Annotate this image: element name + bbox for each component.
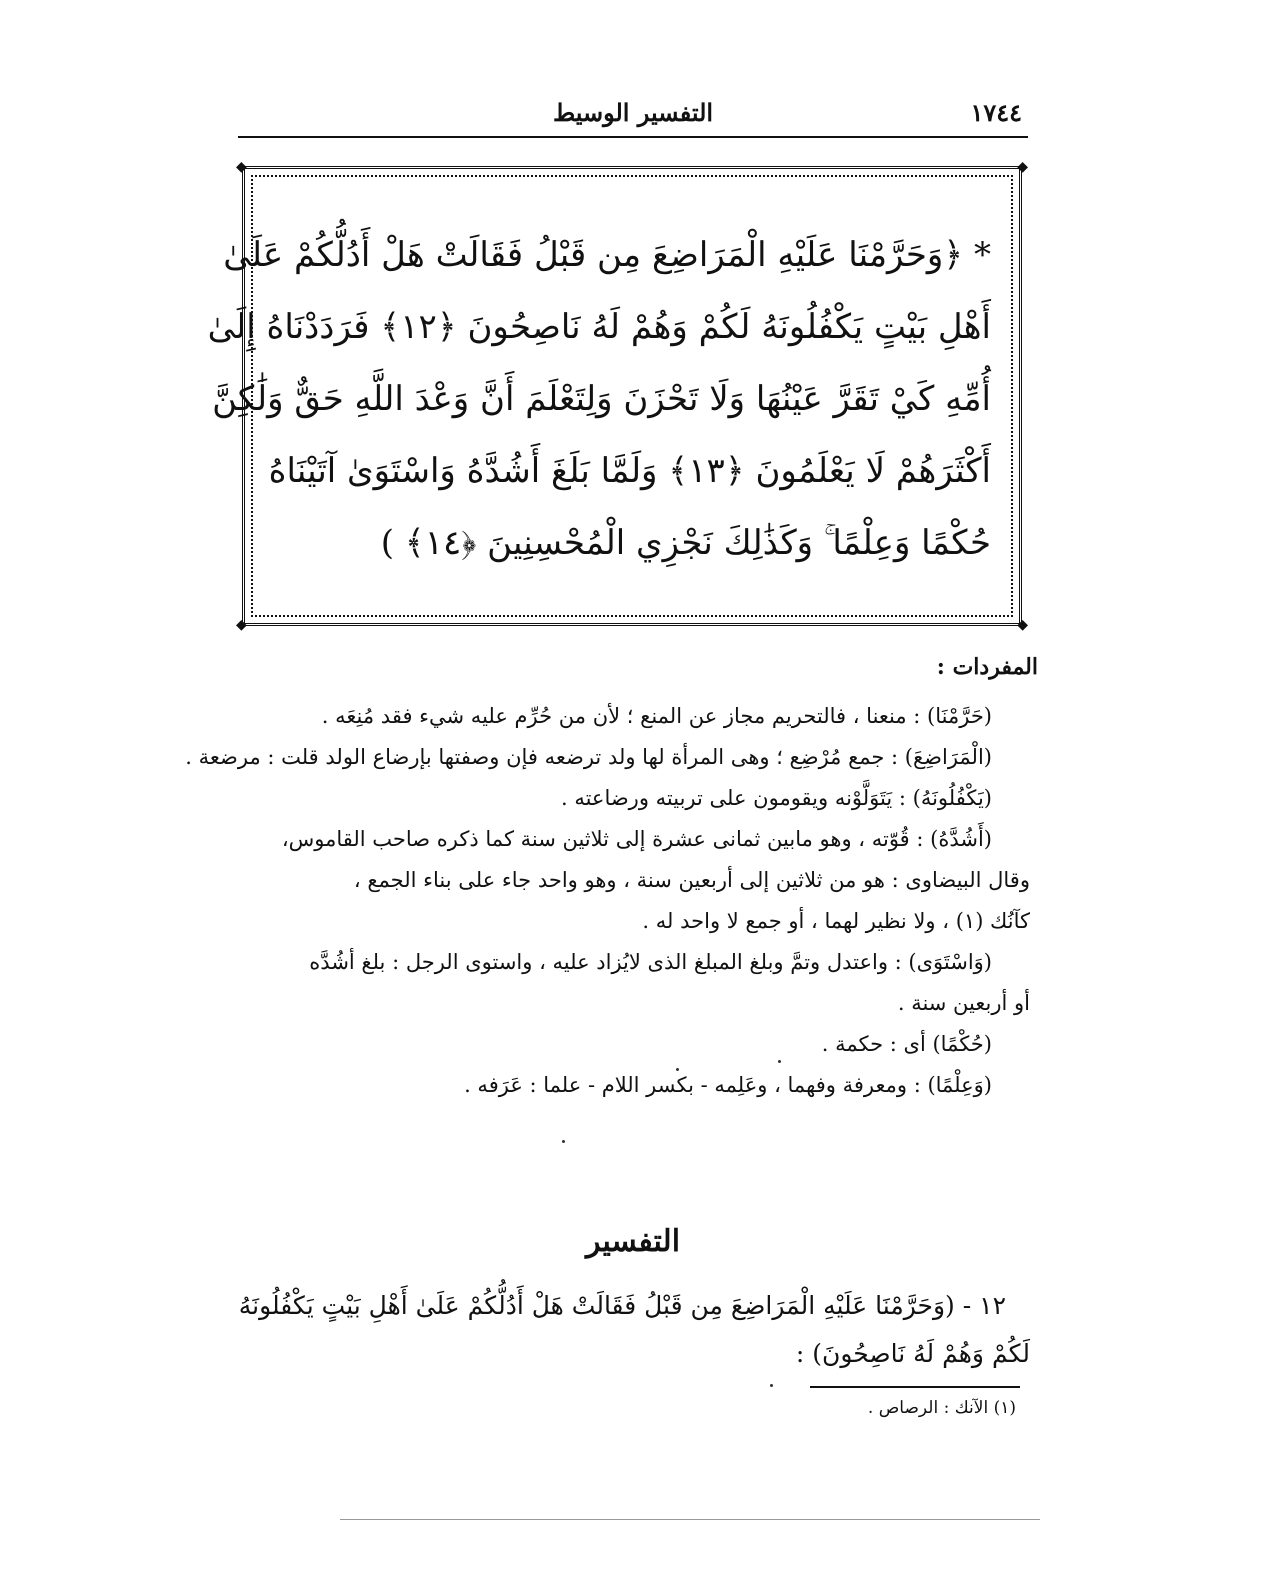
scan-speck [770, 1384, 773, 1387]
tafsir-line: ١٢ - (وَحَرَّمْنَا عَلَيْهِ الْمَرَاضِعَ مِن قَبْلُ فَقَالَتْ هَلْ أَدُلُّكُمْ عَلَىٰ أَهْلِ بَيْتٍ يَكْفُلُونَهُ [238, 1291, 1006, 1320]
tafsir-line: لَكُمْ وَهُمْ لَهُ نَاصِحُونَ) : [795, 1339, 1030, 1368]
verse-line: أُمِّهِ كَيْ تَقَرَّ عَيْنُهَا وَلَا تَحْزَنَ وَلِتَعْلَمَ أَنَّ وَعْدَ اللَّهِ حَقٌّ وَلَٰكِنَّ [212, 379, 991, 419]
corner-ornament-icon: ◆ [236, 617, 247, 633]
vocab-list [185, 696, 1030, 1106]
vocab-line: (وَعِلْمًا) : ومعرفة وفهما ، وعَلِمه - بكسر اللام - علما : عَرَفه . [464, 1073, 992, 1097]
verse-text [207, 219, 991, 579]
verse-line: أَهْلِ بَيْتٍ يَكْفُلُونَهُ لَكُمْ وَهُمْ لَهُ نَاصِحُونَ ﴿١٢﴾ فَرَدَدْنَاهُ إِلَىٰ [207, 307, 991, 347]
vocab-heading: المفردات : [936, 654, 1038, 680]
scan-speck [676, 1068, 679, 1071]
vocab-line: أو أربعين سنة . [897, 991, 1030, 1015]
tafsir-heading: التفسير [585, 1224, 681, 1259]
tafsir-body [236, 1282, 1030, 1378]
verse-line: أَكْثَرَهُمْ لَا يَعْلَمُونَ ﴿١٣﴾ وَلَمَّا بَلَغَ أَشُدَّهُ وَاسْتَوَىٰ آتَيْنَاهُ [268, 451, 991, 491]
vocab-line: كآنُك (١) ، ولا نظير لهما ، أو جمع لا واحد له . [642, 909, 1030, 933]
corner-ornament-icon: ◆ [1017, 617, 1028, 633]
scan-speck [778, 1060, 781, 1063]
vocab-line: وقال البيضاوى : هو من ثلاثين إلى أربعين سنة ، وهو واحد جاء على بناء الجمع ، [353, 868, 1030, 892]
corner-ornament-icon: ◆ [1017, 159, 1028, 175]
footnote-divider [810, 1386, 1020, 1388]
corner-ornament-icon: ◆ [236, 159, 247, 175]
verse-line: * ﴿وَحَرَّمْنَا عَلَيْهِ الْمَرَاضِعَ مِن قَبْلُ فَقَالَتْ هَلْ أَدُلُّكُمْ عَلَىٰ [223, 235, 991, 275]
book-title: التفسير الوسيط [552, 98, 714, 127]
page-number: ١٧٤٤ [970, 98, 1022, 127]
vocab-line: (الْمَرَاضِعَ) : جمع مُرْضِع ؛ وهى المرأة لها ولد ترضعه فإن وصفتها بإرضاع الولد قلت : مرضعة . [185, 745, 992, 769]
scan-edge-line [340, 1519, 1040, 1520]
vocab-line: (أَشُدَّهُ) : قُوّته ، وهو مابين ثمانى عشرة إلى ثلاثين سنة كما ذكره صاحب القاموس، [281, 827, 992, 851]
verse-line: حُكْمًا وَعِلْمًا ۚ وَكَذَٰلِكَ نَجْزِي الْمُحْسِنِينَ ﴿١٤﴾ ) [380, 523, 991, 563]
verse-box [207, 159, 1028, 633]
scan-speck [562, 1140, 565, 1143]
vocab-line: (حَرَّمْنَا) : منعنا ، فالتحريم مجاز عن المنع ؛ لأن من حُرِّم عليه شيء فقد مُنِعَه . [321, 704, 992, 728]
footnote: (١) الآنك : الرصاص . [867, 1398, 1016, 1418]
vocab-line: (وَاسْتَوَى) : واعتدل وتمَّ وبلغ المبلغ الذى لايُزاد عليه ، واستوى الرجل : بلغ أشُدَّه [309, 950, 992, 974]
vocab-line: (حُكْمًا) أى : حكمة . [821, 1032, 992, 1056]
page-header [238, 96, 1028, 138]
vocab-line: (يَكْفُلُونَهُ) : يَتَوَلَّوْنه ويقومون على تربيته ورضاعته . [560, 786, 992, 810]
